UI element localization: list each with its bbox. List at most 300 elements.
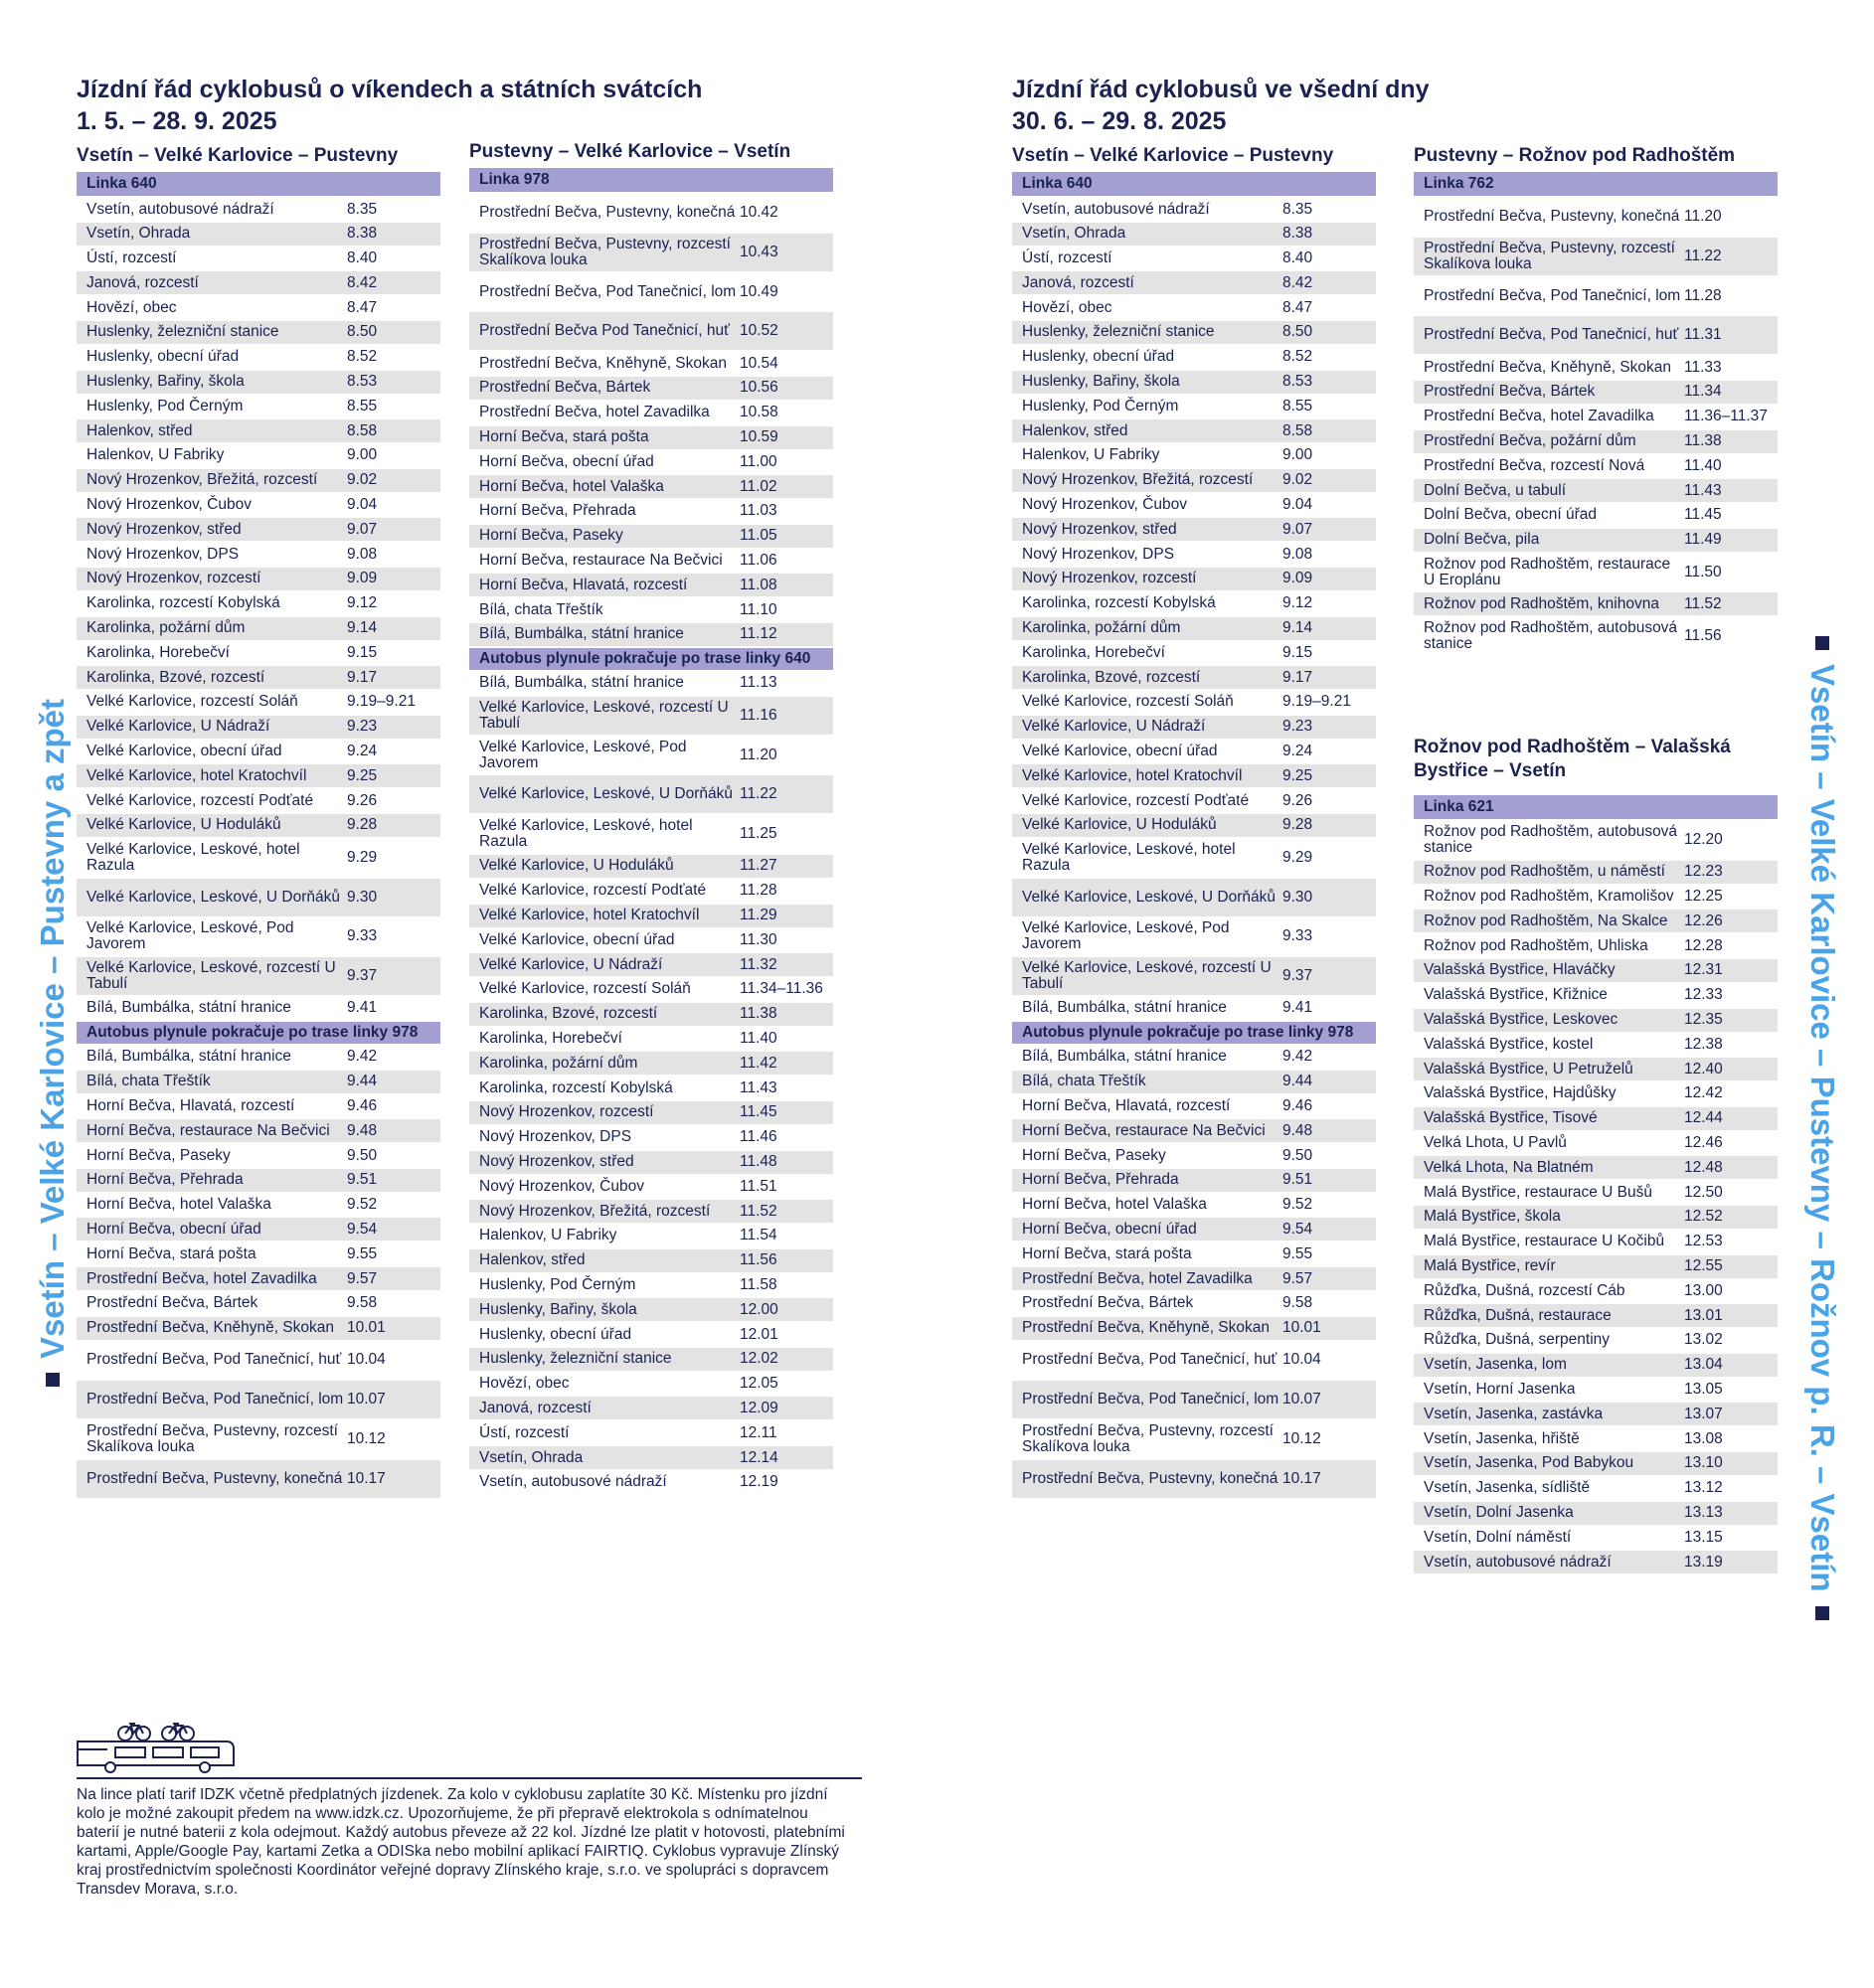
timetable-row: [1414, 959, 1778, 982]
departure-time: 11.30: [740, 930, 777, 948]
timetable-row: [1414, 406, 1778, 428]
timetable-row: [469, 1471, 833, 1494]
stop-name: Ústí, rozcestí: [86, 249, 177, 267]
departure-time: 9.17: [1282, 668, 1313, 686]
stop-name: Vsetín, Ohrada: [86, 225, 191, 243]
stop-name: Bílá, Bumbálka, státní hranice: [1022, 1048, 1227, 1066]
departure-time: 9.23: [1282, 718, 1313, 736]
stop-name: Karolinka, rozcestí Kobylská: [86, 594, 280, 612]
departure-time: 11.29: [740, 907, 777, 924]
stop-name: Rožnov pod Radhoštěm, Na Skalce: [1424, 911, 1668, 929]
timetable-row: [469, 1348, 833, 1371]
timetable-row: [1012, 691, 1376, 714]
timetable-row: [1414, 554, 1778, 591]
departure-time: 9.33: [347, 927, 378, 945]
stop-name: Bílá, Bumbálka, státní hranice: [1022, 999, 1227, 1017]
timetable: [1012, 172, 1376, 1498]
departure-time: 9.52: [1282, 1196, 1313, 1214]
stop-name: Valašská Bystřice, Křižnice: [1424, 986, 1608, 1004]
timetable-row: [77, 494, 440, 517]
departure-time: 12.26: [1684, 911, 1723, 929]
departure-time: 9.30: [347, 888, 378, 906]
stop-name: Karolinka, Horebečví: [1022, 643, 1165, 661]
stop-name: Huslenky, železniční stanice: [479, 1350, 672, 1368]
departure-time: 10.04: [347, 1351, 386, 1369]
timetable-row: [77, 1144, 440, 1167]
timetable-row: [77, 248, 440, 270]
stop-name: Nový Hrozenkov, Břežitá, rozcestí: [86, 471, 318, 489]
stop-name: Růžďka, Dušná, serpentiny: [1424, 1331, 1611, 1349]
timetable-row: [1414, 1329, 1778, 1352]
departure-time: 12.00: [740, 1300, 778, 1318]
departure-time: 9.37: [347, 967, 378, 985]
stop-name: Karolinka, rozcestí Kobylská: [1022, 594, 1216, 612]
stop-name: Velké Karlovice, Leskové, rozcestí U Tabulí: [1022, 959, 1272, 993]
timetable-row: [77, 741, 440, 763]
timetable-row: [469, 880, 833, 903]
timetable-row: [469, 450, 833, 473]
timetable-row: [469, 623, 833, 646]
stop-name: Huslenky, Bařiny, škola: [479, 1300, 637, 1318]
side-label-left: [34, 699, 72, 1387]
departure-time: 11.34–11.36: [740, 980, 823, 998]
departure-time: 9.29: [1282, 848, 1313, 866]
stop-name: Vsetín, Dolní náměstí: [1424, 1528, 1572, 1546]
departure-time: 9.12: [347, 594, 378, 612]
timetable-row: [1012, 1460, 1376, 1498]
departure-time: 13.10: [1684, 1454, 1723, 1472]
timetable-row: [1012, 1095, 1376, 1118]
departure-time: 11.25: [740, 825, 777, 843]
departure-time: 12.09: [740, 1399, 778, 1416]
departure-time: 11.38: [740, 1005, 777, 1023]
weekday-title: [1012, 74, 1430, 137]
stop-name: Valašská Bystřice, Hlaváčky: [1424, 961, 1616, 979]
stop-name: Nový Hrozenkov, střed: [1022, 520, 1177, 538]
stop-name: Prostřední Bečva, Pod Tanečnicí, lom: [1424, 286, 1681, 304]
departure-time: 8.53: [1282, 373, 1313, 391]
timetable-row: [469, 598, 833, 621]
stop-name: Nový Hrozenkov, rozcestí: [86, 570, 261, 587]
timetable-row: [469, 1003, 833, 1026]
timetable-row: [1012, 543, 1376, 566]
stop-name: Velké Karlovice, rozcestí Podťaté: [1022, 791, 1250, 809]
column-title: Pustevny – Rožnov pod Radhoštěm: [1414, 145, 1736, 166]
continuation-note: Autobus plynule pokračuje po trase linky 640: [469, 648, 833, 670]
departure-time: 11.40: [740, 1030, 777, 1048]
stop-name: Velké Karlovice, Leskové, rozcestí U Tabulí: [479, 698, 729, 732]
stop-name: Vsetín, Ohrada: [479, 1448, 584, 1466]
stop-name: Velké Karlovice, rozcestí Podťaté: [479, 882, 707, 900]
departure-time: 13.08: [1684, 1429, 1723, 1447]
timetable-row: [469, 312, 833, 350]
stop-name: Nový Hrozenkov, DPS: [1022, 545, 1175, 563]
departure-time: 8.35: [347, 200, 378, 218]
departure-time: 9.26: [1282, 791, 1313, 809]
stop-name: Horní Bečva, obecní úřad: [1022, 1220, 1197, 1238]
timetable-row: [1012, 419, 1376, 442]
departure-time: 12.53: [1684, 1233, 1723, 1250]
timetable-row: [77, 997, 440, 1020]
timetable-row: [1012, 1071, 1376, 1093]
stop-name: Halenkov, U Fabriky: [479, 1227, 617, 1244]
timetable-row: [1012, 839, 1376, 877]
stop-name: Prostřední Bečva, Pustevny, rozcestí Skalíkova louka: [1424, 239, 1675, 272]
timetable-row: [469, 574, 833, 596]
departure-time: 11.42: [740, 1054, 777, 1072]
stop-name: Prostřední Bečva, Bártek: [479, 379, 651, 397]
stop-name: Velké Karlovice, U Hoduláků: [86, 816, 281, 834]
timetable-row: [1012, 198, 1376, 221]
stop-name: Velká Lhota, Na Blatném: [1424, 1158, 1594, 1176]
departure-time: 12.35: [1684, 1011, 1723, 1029]
stop-name: Huslenky, obecní úřad: [86, 348, 240, 366]
departure-time: 10.07: [1282, 1391, 1321, 1408]
timetable-row: [1414, 356, 1778, 379]
departure-time: 11.10: [740, 600, 777, 618]
stop-name: Horní Bečva, restaurace Na Bečvici: [1022, 1121, 1266, 1139]
line-header: Linka 978: [469, 168, 833, 192]
timetable-row: [1414, 1082, 1778, 1105]
timetable-row: [77, 1420, 440, 1458]
departure-time: 12.55: [1684, 1257, 1723, 1275]
stop-name: Velké Karlovice, rozcestí Soláň: [1022, 693, 1234, 711]
stop-name: Ústí, rozcestí: [479, 1423, 570, 1441]
stop-name: Rožnov pod Radhoštěm, restaurace U Eroplánu: [1424, 555, 1671, 588]
timetable-row: [77, 346, 440, 369]
timetable-row: [1012, 789, 1376, 812]
timetable: [1414, 172, 1778, 655]
timetable-row: [1414, 821, 1778, 859]
timetable-row: [469, 234, 833, 271]
departure-time: 9.28: [1282, 816, 1313, 834]
departure-time: 9.14: [1282, 619, 1313, 637]
timetable-row: [469, 194, 833, 232]
departure-time: 11.43: [1684, 481, 1722, 499]
stop-name: Velké Karlovice, hotel Kratochvíl: [1022, 766, 1243, 784]
departure-time: 12.19: [740, 1473, 778, 1491]
column-title-line1: Rožnov pod Radhoštěm – Valašská: [1414, 737, 1731, 757]
timetable-row: [77, 1460, 440, 1498]
departure-time: 11.00: [740, 452, 777, 470]
departure-time: 9.51: [347, 1171, 378, 1189]
departure-time: 9.44: [1282, 1073, 1313, 1090]
timetable-row: [1414, 1231, 1778, 1253]
timetable-row: [77, 617, 440, 640]
stop-name: Huslenky, Bařiny, škola: [86, 373, 245, 391]
timetable-row: [1414, 1156, 1778, 1179]
timetable-row: [1414, 381, 1778, 404]
departure-time: 11.45: [1684, 506, 1722, 524]
departure-time: 11.48: [740, 1153, 777, 1170]
timetable-row: [1414, 1403, 1778, 1425]
stop-name: Bílá, Bumbálka, státní hranice: [479, 674, 684, 692]
square-bullet-icon: [1815, 636, 1829, 650]
stop-name: Halenkov, U Fabriky: [86, 446, 225, 464]
stop-name: Horní Bečva, Hlavatá, rozcestí: [479, 576, 688, 593]
stop-name: Velké Karlovice, Leskové, hotel Razula: [86, 840, 300, 874]
timetable-row: [469, 737, 833, 774]
stop-name: Horní Bečva, hotel Valaška: [1022, 1196, 1207, 1214]
departure-time: 11.38: [1684, 432, 1722, 450]
departure-time: 11.49: [1684, 531, 1722, 549]
departure-time: 9.44: [347, 1073, 378, 1090]
stop-name: Hovězí, obec: [86, 298, 177, 316]
departure-time: 11.40: [1684, 456, 1722, 474]
stop-name: Karolinka, Bzové, rozcestí: [86, 668, 265, 686]
departure-time: 12.11: [740, 1423, 777, 1441]
departure-time: 11.34: [1684, 383, 1722, 401]
departure-time: 9.57: [347, 1269, 378, 1287]
timetable-row: [77, 1194, 440, 1217]
line-header: Linka 621: [1414, 795, 1778, 819]
timetable-row: [1012, 518, 1376, 541]
stop-name: Vsetín, Jasenka, sídliště: [1424, 1479, 1591, 1497]
timetable-row: [77, 395, 440, 417]
stop-name: Vsetín, Ohrada: [1022, 225, 1126, 243]
stop-name: Rožnov pod Radhoštěm, knihovna: [1424, 594, 1659, 612]
timetable-row: [1012, 592, 1376, 615]
departure-time: 9.41: [347, 999, 378, 1017]
timetable-row: [1012, 1169, 1376, 1192]
stop-name: Nový Hrozenkov, Břežitá, rozcestí: [1022, 471, 1254, 489]
stop-name: Vsetín, Jasenka, lom: [1424, 1356, 1567, 1374]
departure-time: 8.38: [1282, 225, 1313, 243]
timetable-row: [77, 1218, 440, 1241]
timetable-row: [1012, 271, 1376, 294]
stop-name: Bílá, chata Třeštík: [1022, 1073, 1146, 1090]
timetable-row: [1414, 316, 1778, 354]
stop-name: Huslenky, železniční stanice: [1022, 323, 1215, 341]
stop-name: Prostřední Bečva, hotel Zavadilka: [1022, 1269, 1253, 1287]
stop-name: Rožnov pod Radhoštěm, autobusová stanice: [1424, 619, 1678, 653]
departure-time: 9.25: [347, 766, 378, 784]
weekend-title-line2: 1. 5. – 28. 9. 2025: [77, 107, 277, 135]
stop-name: Velké Karlovice, Leskové, Pod Javorem: [1022, 919, 1230, 953]
timetable-row: [469, 1200, 833, 1223]
timetable-row: [1414, 592, 1778, 615]
stop-name: Prostřední Bečva, Bártek: [1022, 1294, 1194, 1312]
stop-name: Karolinka, požární dům: [86, 619, 246, 637]
timetable-row: [1012, 666, 1376, 689]
stop-name: Horní Bečva, stará pošta: [479, 428, 649, 446]
stop-name: Rožnov pod Radhoštěm, u náměstí: [1424, 863, 1665, 881]
departure-time: 9.07: [347, 520, 378, 538]
timetable-row: [77, 764, 440, 787]
timetable-row: [77, 641, 440, 664]
stop-name: Prostřední Bečva, Pod Tanečnicí, lom: [479, 282, 737, 300]
timetable-row: [469, 855, 833, 878]
departure-time: 8.58: [347, 421, 378, 439]
timetable-row: [469, 1323, 833, 1346]
stop-name: Nový Hrozenkov, Čubov: [86, 496, 252, 514]
stop-name: Horní Bečva, obecní úřad: [479, 452, 654, 470]
departure-time: 8.35: [1282, 200, 1313, 218]
departure-time: 12.28: [1684, 936, 1723, 954]
timetable-row: [1012, 223, 1376, 246]
stop-name: Prostřední Bečva, hotel Zavadilka: [479, 404, 710, 421]
departure-time: 9.41: [1282, 999, 1313, 1017]
timetable-rows: [1414, 821, 1778, 1574]
stop-name: Rožnov pod Radhoštěm, autobusová stanice: [1424, 823, 1678, 856]
stop-name: Janová, rozcestí: [86, 273, 199, 291]
timetable-row: [77, 917, 440, 955]
stop-name: Dolní Bečva, u tabulí: [1424, 481, 1567, 499]
departure-time: 13.00: [1684, 1281, 1723, 1299]
timetable-row: [77, 1381, 440, 1418]
timetable-row: [1414, 479, 1778, 502]
stop-name: Horní Bečva, restaurace Na Bečvici: [479, 552, 723, 570]
departure-time: 10.12: [347, 1430, 386, 1448]
stop-name: Nový Hrozenkov, DPS: [479, 1128, 632, 1146]
timetable-row: [1012, 1144, 1376, 1167]
timetable-row: [469, 1273, 833, 1296]
stop-name: Velké Karlovice, Leskové, rozcestí U Tabulí: [86, 959, 336, 993]
timetable-row: [1414, 1107, 1778, 1130]
timetable-row: [469, 672, 833, 695]
timetable-row: [1012, 321, 1376, 344]
continuation-note: Autobus plynule pokračuje po trase linky 978: [1012, 1022, 1376, 1044]
departure-time: 9.26: [347, 791, 378, 809]
departure-time: 11.32: [740, 955, 777, 973]
stop-name: Prostřední Bečva, Kněhyně, Skokan: [1424, 358, 1672, 376]
timetable-row: [1012, 814, 1376, 837]
stop-name: Velké Karlovice, Leskové, Pod Javorem: [479, 738, 687, 771]
departure-time: 8.50: [347, 323, 378, 341]
stop-name: Bílá, Bumbálka, státní hranice: [86, 1048, 291, 1066]
timetable-row: [77, 321, 440, 344]
timetable-row: [77, 296, 440, 319]
departure-time: 13.12: [1684, 1479, 1723, 1497]
departure-time: 9.37: [1282, 967, 1313, 985]
departure-time: 11.58: [740, 1275, 777, 1293]
departure-time: 11.51: [740, 1177, 777, 1195]
timetable-row: [469, 1101, 833, 1124]
departure-time: 11.13: [740, 674, 777, 692]
timetable-row: [1414, 504, 1778, 527]
stop-name: Nový Hrozenkov, střed: [479, 1153, 634, 1170]
stop-name: Malá Bystřice, restaurace U Kočibů: [1424, 1233, 1665, 1250]
departure-time: 9.04: [1282, 496, 1313, 514]
stop-name: Karolinka, Bzové, rozcestí: [479, 1005, 658, 1023]
departure-time: 11.56: [1684, 627, 1722, 645]
departure-time: 12.23: [1684, 863, 1723, 881]
departure-time: 11.31: [1684, 326, 1722, 344]
timetable-row: [1012, 764, 1376, 787]
timetable-row: [77, 1267, 440, 1290]
departure-time: 11.16: [740, 706, 777, 724]
stop-name: Velké Karlovice, rozcestí Soláň: [479, 980, 691, 998]
departure-time: 11.08: [740, 576, 777, 593]
timetable-row: [1414, 984, 1778, 1007]
timetable-row: [469, 1151, 833, 1174]
departure-time: 9.29: [347, 848, 378, 866]
stop-name: Růžďka, Dušná, rozcestí Cáb: [1424, 1281, 1625, 1299]
timetable: [1414, 795, 1778, 1574]
timetable-row: [77, 568, 440, 590]
departure-time: 9.17: [347, 668, 378, 686]
timetable-row: [77, 223, 440, 246]
departure-time: 11.02: [740, 477, 777, 495]
timetable-row: [1414, 1255, 1778, 1278]
departure-time: 12.40: [1684, 1060, 1723, 1077]
departure-time: 10.01: [1282, 1319, 1321, 1337]
side-label-right-text: Vsetín – Velké Karlovice – Pustevny – Rožnov p. R. – Vsetín: [1804, 664, 1841, 1592]
departure-time: 9.08: [1282, 545, 1313, 563]
departure-time: 13.19: [1684, 1553, 1723, 1571]
stop-name: Valašská Bystřice, Leskovec: [1424, 1011, 1618, 1029]
stop-name: Valašská Bystřice, U Petruželů: [1424, 1060, 1633, 1077]
departure-time: 11.20: [740, 746, 777, 763]
departure-time: 9.02: [1282, 471, 1313, 489]
departure-time: 9.54: [347, 1220, 378, 1238]
stop-name: Růžďka, Dušná, restaurace: [1424, 1306, 1612, 1324]
stop-name: Velké Karlovice, U Nádraží: [1022, 718, 1206, 736]
stop-name: Malá Bystřice, škola: [1424, 1208, 1561, 1226]
timetable-row: [1414, 1033, 1778, 1056]
departure-time: 9.42: [347, 1048, 378, 1066]
stop-name: Velké Karlovice, hotel Kratochvíl: [86, 766, 307, 784]
stop-name: Horní Bečva, hotel Valaška: [479, 477, 664, 495]
timetable-row: [469, 928, 833, 951]
stop-name: Halenkov, střed: [1022, 421, 1128, 439]
timetable-rows: [1414, 198, 1778, 655]
departure-time: 11.33: [1684, 358, 1722, 376]
departure-time: 8.58: [1282, 421, 1313, 439]
stop-name: Prostřední Bečva, Bártek: [1424, 383, 1596, 401]
timetable-row: [77, 957, 440, 995]
weekend-title: [77, 74, 702, 137]
stop-name: Prostřední Bečva, hotel Zavadilka: [1424, 408, 1654, 425]
departure-time: 9.50: [347, 1146, 378, 1164]
stop-name: Horní Bečva, obecní úřad: [86, 1220, 261, 1238]
stop-name: Velké Karlovice, U Nádraží: [479, 955, 663, 973]
timetable-row: [469, 1028, 833, 1051]
timetable-row: [469, 475, 833, 498]
timetable-row: [469, 426, 833, 449]
timetable-row: [1414, 430, 1778, 453]
stop-name: Nový Hrozenkov, Břežitá, rozcestí: [479, 1202, 711, 1220]
stop-name: Prostřední Bečva, Pustevny, konečná: [86, 1469, 343, 1487]
bus-with-bikes-icon: [76, 1712, 237, 1778]
stop-name: Huslenky, Pod Černým: [86, 397, 244, 414]
timetable-row: [1414, 1354, 1778, 1377]
departure-time: 8.42: [1282, 273, 1313, 291]
departure-time: 11.22: [740, 785, 777, 803]
timetable-row: [469, 1373, 833, 1396]
departure-time: 10.04: [1282, 1351, 1321, 1369]
weekday-outbound-column: [1012, 144, 1376, 1500]
timetable-row: [1012, 1292, 1376, 1315]
timetable-row: [1414, 861, 1778, 884]
stop-name: Huslenky, obecní úřad: [479, 1325, 632, 1343]
timetable-row: [77, 839, 440, 877]
departure-time: 9.55: [347, 1244, 378, 1262]
departure-time: 12.02: [740, 1350, 778, 1368]
timetable-row: [1012, 997, 1376, 1020]
timetable-row: [1012, 1420, 1376, 1458]
stop-name: Nový Hrozenkov, rozcestí: [1022, 570, 1197, 587]
departure-time: 12.38: [1684, 1035, 1723, 1053]
timetable-row: [1414, 1058, 1778, 1080]
timetable-row: [1012, 917, 1376, 955]
timetable-row: [77, 814, 440, 837]
departure-time: 11.06: [740, 552, 777, 570]
stop-name: Velké Karlovice, hotel Kratochvíl: [479, 907, 700, 924]
departure-time: 13.13: [1684, 1504, 1723, 1522]
departure-time: 9.28: [347, 816, 378, 834]
timetable-row: [1414, 198, 1778, 236]
